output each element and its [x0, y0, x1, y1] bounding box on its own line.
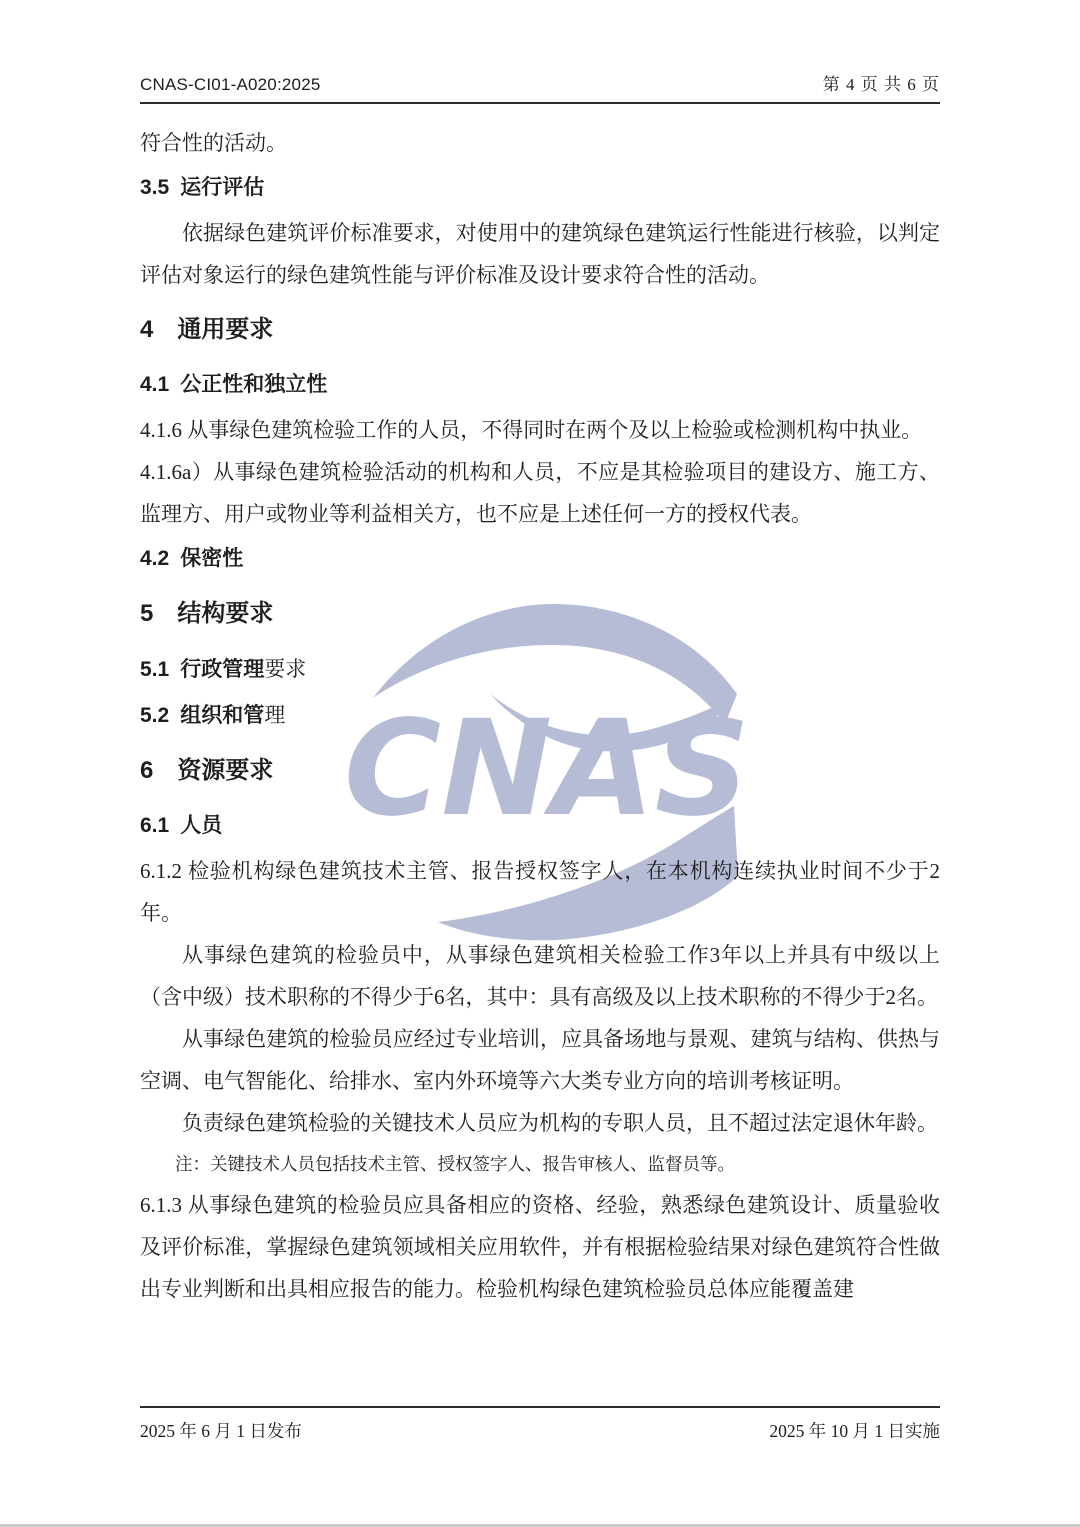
- note-paragraph: 注：关键技术人员包括技术主管、授权签字人、报告审核人、监督员等。: [175, 1154, 735, 1174]
- page-footer: [140, 1406, 940, 1443]
- heading-number: 5.2: [140, 704, 170, 727]
- paragraph-6-1-2-training: 从事绿色建筑的检验员应经过专业培训，应具备场地与景观、建筑与结构、供热与空调、电气智能化、给排水、室内外环境等六大类专业方向的培训考核证明。: [140, 1027, 940, 1093]
- body-text: [140, 122, 940, 1310]
- heading-number: 4.1: [140, 373, 170, 396]
- page-number: 第 4 页 共 6 页: [822, 75, 940, 94]
- implementation-date: 2025 年 10 月 1 日实施: [769, 1421, 940, 1441]
- heading-4-1: [140, 364, 940, 406]
- paragraph-6-1-3: 6.1.3 从事绿色建筑的检验员应具备相应的资格、经验，熟悉绿色建筑设计、质量验收及评价标准，掌握绿色建筑领域相关应用软件，并有根据检验结果对绿色建筑符合性做出专业判断和出具相应报告的能力。检验机构绿色建筑检验员总体应能覆盖建: [140, 1193, 940, 1301]
- heading-6: [140, 748, 940, 794]
- document-code: CNAS-CI01-A020:2025: [140, 75, 321, 94]
- paragraph-6-1-2: 6.1.2 检验机构绿色建筑技术主管、报告授权签字人，在本机构连续执业时间不少于2年。: [140, 859, 940, 925]
- heading-title-regular: 理: [264, 703, 286, 727]
- heading-5: [140, 591, 940, 637]
- heading-title: 运行评估: [180, 176, 265, 199]
- heading-title-regular: 要求: [264, 657, 307, 681]
- heading-5-2: [140, 694, 940, 737]
- paragraph-3-5: 依据绿色建筑评价标准要求，对使用中的建筑绿色建筑运行性能进行核验，以判定评估对象运行的绿色建筑性能与评价标准及设计要求符合性的活动。: [140, 221, 940, 287]
- heading-6-1: [140, 805, 940, 847]
- heading-title-bold: 组织和管: [180, 704, 265, 727]
- heading-number: 4.2: [140, 547, 170, 570]
- heading-number: 5.1: [140, 658, 170, 681]
- paragraph-continuation: 符合性的活动。: [140, 131, 287, 155]
- watermark-text: CNAS: [344, 692, 750, 846]
- heading-title-bold: 行政管理: [180, 658, 265, 681]
- heading-title: 保密性: [180, 547, 244, 570]
- heading-4-2: [140, 538, 940, 580]
- heading-title: 资源要求: [177, 757, 274, 784]
- heading-5-1: [140, 648, 940, 691]
- heading-title: 公正性和独立性: [180, 373, 328, 396]
- heading-4: [140, 307, 940, 353]
- page-header: [140, 70, 940, 104]
- issue-date: 2025 年 6 月 1 日发布: [140, 1421, 302, 1441]
- paragraph-6-1-2-inspectors: 从事绿色建筑的检验员中，从事绿色建筑相关检验工作3年以上并具有中级以上（含中级）技术职称的不得少于6名，其中：具有高级及以上技术职称的不得少于2名。: [140, 943, 940, 1009]
- page-content: [140, 70, 940, 1310]
- heading-number: 6: [140, 757, 154, 784]
- heading-3-5: [140, 167, 940, 209]
- paragraph-6-1-2-key-staff: 负责绿色建筑检验的关键技术人员应为机构的专职人员，且不超过法定退休年龄。: [182, 1111, 938, 1135]
- heading-number: 4: [140, 316, 154, 343]
- heading-number: 5: [140, 600, 154, 627]
- heading-title: 通用要求: [177, 316, 274, 343]
- heading-number: 3.5: [140, 176, 170, 199]
- heading-title: 结构要求: [177, 600, 274, 627]
- paragraph-4-1-6: 4.1.6 从事绿色建筑检验工作的人员，不得同时在两个及以上检验或检测机构中执业。: [140, 418, 923, 442]
- heading-title: 人员: [180, 814, 223, 837]
- paragraph-4-1-6a: 4.1.6a）从事绿色建筑检验活动的机构和人员，不应是其检验项目的建设方、施工方、监理方、用户或物业等利益相关方，也不应是上述任何一方的授权代表。: [140, 460, 940, 526]
- heading-number: 6.1: [140, 814, 170, 837]
